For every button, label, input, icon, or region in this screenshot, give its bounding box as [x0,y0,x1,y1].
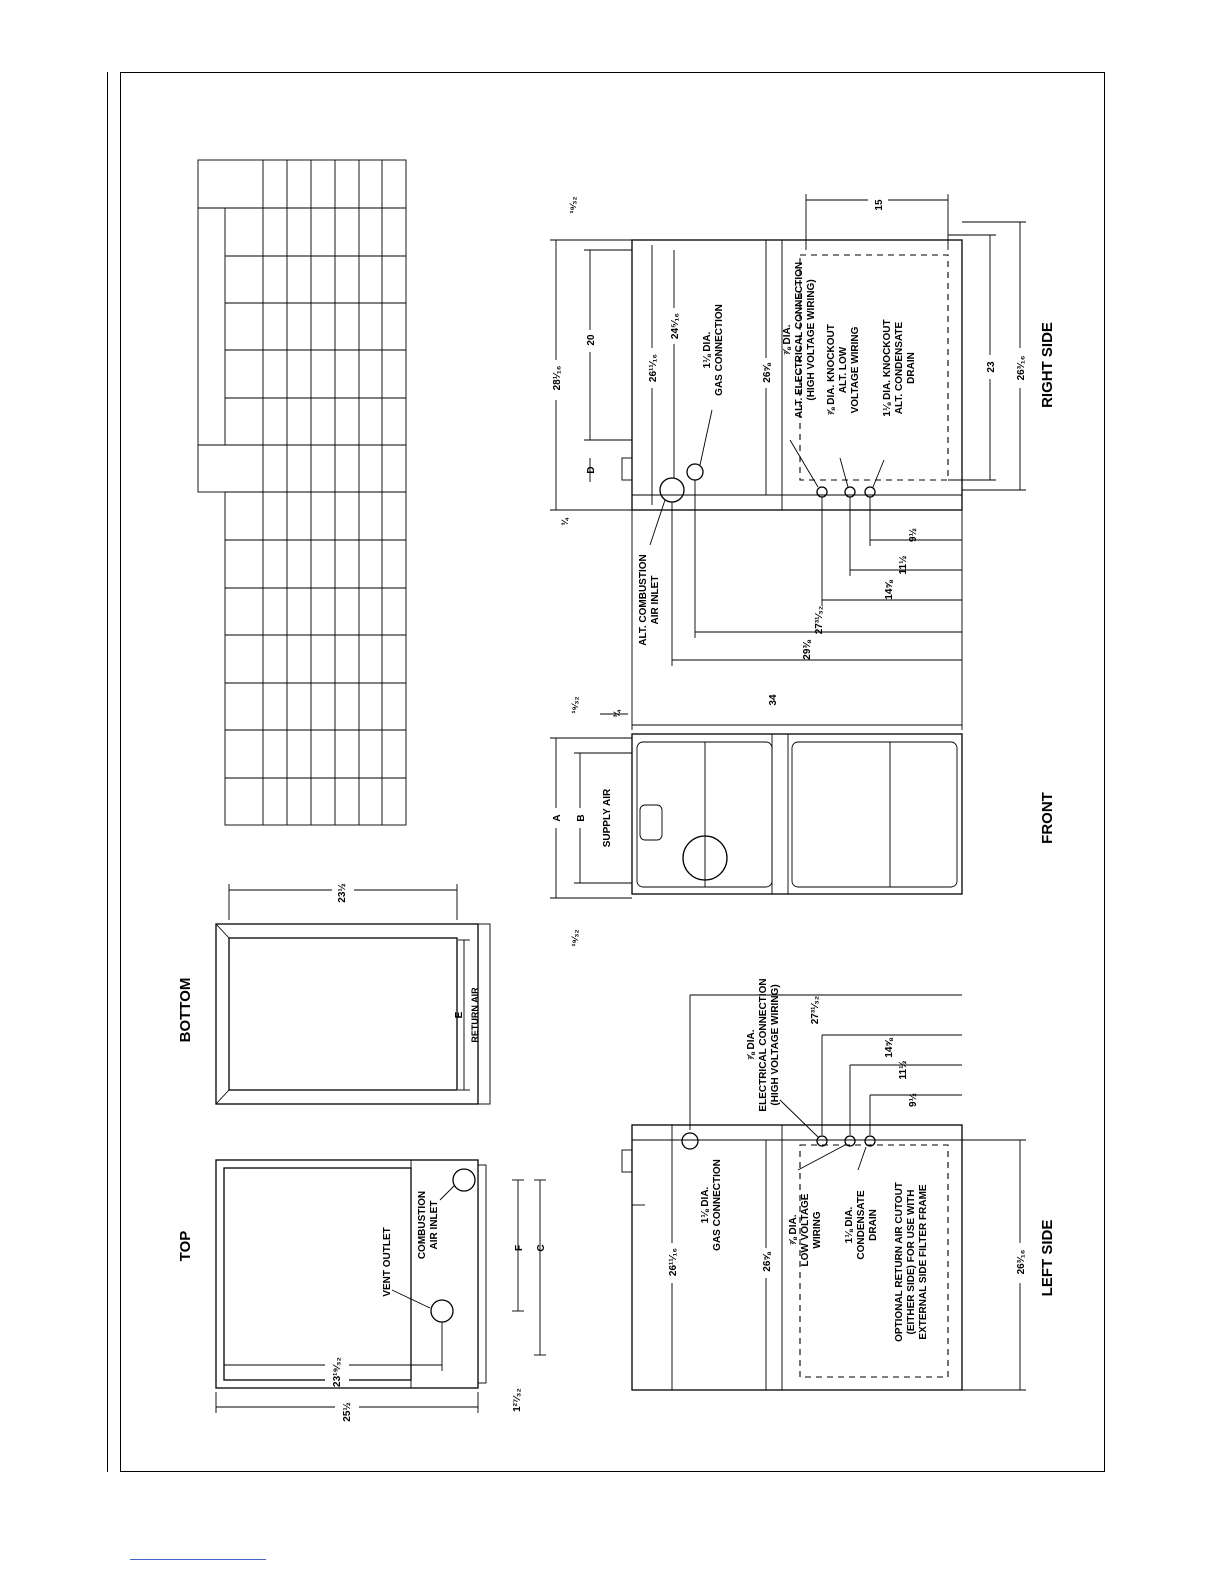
combustion-label-2: AIR INLET [429,1200,440,1250]
left-side-view [622,978,1056,1390]
left-vent-stub [622,1150,632,1172]
right-condensate-hole [865,487,875,497]
top-flange [478,1165,486,1383]
right-elec-label-2: ALT. ELECTRICAL CONNECTION [794,261,805,419]
bottom-view-title: BOTTOM [177,977,194,1043]
right-dim-24-5-16: 24⁵⁄₁₆ [670,312,681,340]
front-view [548,697,1056,947]
right-alt-comb-label-2: AIR INLET [650,575,661,625]
lower-door-panel [792,742,957,887]
right-ko-label-2: ALT. LOW [838,346,849,394]
right-dim-29-3-8: 29⅜ [802,640,813,660]
left-dim-26-11-16: 26¹¹⁄₁₆ [668,1247,679,1277]
right-low-voltage-hole [845,487,855,497]
right-vent-stub [622,458,632,480]
right-gas-connection-hole [687,464,703,480]
right-dim-9-half: 9½ [908,528,919,542]
left-gas-label-2: GAS CONNECTION [712,1159,723,1251]
left-elec-label-3: (HIGH VOLTAGE WIRING) [770,984,781,1106]
right-ko2-label-1: 1⅛ DIA. KNOCKOUT [882,319,893,417]
dimension-table [198,160,406,825]
right-elec-label-3: (HIGH VOLTAGE WIRING) [806,279,817,401]
right-ko2-label-2: ALT. CONDENSATE [894,321,905,415]
left-cond-label-3: DRAIN [868,1209,879,1241]
right-dim-26-5-8: 26⅝ [762,363,773,383]
right-ko2-label-3: DRAIN [906,352,917,384]
bottom-return-air-label: RETURN AIR [470,987,480,1043]
right-dim-3-4: ¾ [560,518,570,526]
left-gas-label-1: 1⅛ DIA. [700,1186,711,1224]
top-dim-offset: 1²⁷⁄₃₂ [512,1388,523,1412]
top-view [177,1160,547,1426]
left-view-title: LEFT SIDE [1039,1219,1056,1297]
combustion-label-1: COMBUSTION [417,1190,428,1260]
right-dim-23: 23 [986,361,997,373]
right-dim-27-31-32: 27³¹⁄₃₂ [814,605,825,635]
top-dim-f: F [514,1244,525,1252]
combustion-air-inlet-circle [431,1300,453,1322]
front-dim-b: B [576,814,587,822]
top-view-title: TOP [177,1230,194,1262]
supply-air-label: SUPPLY AIR [602,788,613,848]
left-dim-27-31-32: 27³¹⁄₃₂ [810,995,821,1025]
left-cond-label-2: CONDENSATE [856,1190,867,1260]
front-view-title: FRONT [1039,792,1056,844]
right-elec-label-1: ⅞ DIA. [782,324,793,356]
right-dim-28-1-16: 28¹⁄₁₆ [552,365,563,391]
left-lowv-label-2: LOW VOLTAGE [800,1193,811,1267]
right-dim-26-11-16: 26¹¹⁄₁₆ [648,353,659,383]
bottom-outer-outline [216,924,478,1104]
top-dim-overall: 25½ [342,1402,353,1422]
left-dim-11-half: 11½ [898,1060,909,1080]
vent-outlet-label: VENT OUTLET [382,1227,393,1297]
front-handle [640,805,662,840]
table-body-block [225,492,406,825]
right-dim-d: D [586,466,597,474]
vent-outlet-circle [453,1169,475,1191]
left-gas-connection-hole [682,1133,698,1149]
bottom-view [177,880,490,1104]
right-ko-label-3: VOLTAGE WIRING [850,326,861,414]
top-dim-inner: 23¹⁹⁄₃₂ [332,1357,343,1387]
left-cutout-label-3: EXTERNAL SIDE FILTER FRAME [918,1184,929,1340]
left-lowv-label-1: ⅞ DIA. [788,1214,799,1246]
right-view-title: RIGHT SIDE [1039,322,1056,408]
right-dim-20: 20 [586,334,597,346]
right-dim-34: 34 [768,694,779,706]
table-header-block [198,160,406,492]
front-dim-top-offset: ¹⁹⁄₃₂ [570,696,580,714]
right-dim-19-32: ¹⁹⁄₃₂ [568,196,578,214]
right-side-view [546,190,1056,730]
bottom-dim-width: 23½ [337,883,348,903]
left-cutout-label-2: (EITHER SIDE) FOR USE WITH [906,1189,917,1335]
left-lowv-label-3: WIRING [812,1211,823,1249]
right-dim-26-3-16: 26³⁄₁₆ [1016,355,1027,381]
right-electrical-hole [817,487,827,497]
left-elec-label-1: ⅞ DIA. [746,1029,757,1061]
front-dim-bottom-offset: ¹⁹⁄₃₂ [570,929,580,947]
left-dim-9-half: 9½ [908,1093,919,1107]
right-dim-11-half: 11½ [898,555,909,575]
bottom-return-air-opening [229,938,457,1090]
front-cabinet-outline [632,734,962,894]
right-dim-15: 15 [874,199,885,211]
right-return-air-cutout [800,255,948,480]
right-alt-comb-label-1: ALT. COMBUSTION [638,554,649,646]
left-dim-26-3-16: 26³⁄₁₆ [1016,1249,1027,1275]
left-cutout-label-1: OPTIONAL RETURN AIR CUTOUT [894,1182,905,1342]
left-elec-label-2: ELECTRICAL CONNECTION [758,978,769,1112]
right-ko-label-1: ⅞ DIA. KNOCKOUT [826,324,837,416]
top-outer-outline [216,1160,478,1388]
right-gas-label-2: GAS CONNECTION [714,304,725,396]
front-dim-three-quarter: ¾ [612,710,622,718]
upper-door-panel [637,742,772,887]
front-dim-a: A [552,814,563,822]
top-dim-c: C [536,1244,547,1252]
left-dim-26-5-8: 26⅝ [762,1252,773,1272]
bottom-dim-e: E [454,1011,465,1019]
left-cond-label-1: 1⅛ DIA. [844,1206,855,1244]
right-gas-label-1: 1⅛ DIA. [702,331,713,369]
right-dim-14-5-8: 14⅝ [884,580,895,600]
right-alt-combustion-inlet [660,478,684,502]
left-dim-14-5-8: 14⅝ [884,1038,895,1058]
